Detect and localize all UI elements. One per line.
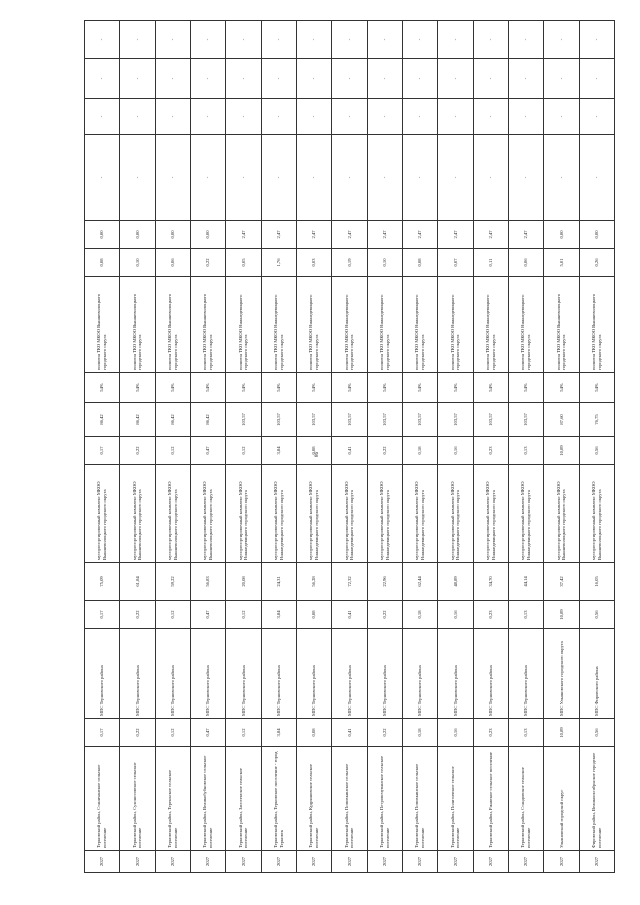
mass-cell: 0,22	[190, 249, 225, 277]
table-row	[579, 21, 614, 873]
percent-cell: 54%	[85, 373, 120, 403]
empty-cell: -	[296, 59, 331, 99]
table-row	[332, 21, 367, 873]
mass-cell: 0,12	[155, 601, 190, 629]
carrier-cell: МПС Терновского района	[508, 629, 543, 719]
mass-cell: 0,56	[579, 437, 614, 465]
table-body	[85, 21, 615, 873]
area-cell: Фировский район, Великооктябрьское городское поселение	[579, 747, 614, 851]
year-cell: 2027	[332, 851, 367, 873]
distance-cell: 22,96	[367, 563, 402, 601]
facility-cell: мусоросортировочный комплекс МКОО Нижнедевицкого городского округа	[226, 465, 261, 563]
carrier-cell: МПС Терновского района	[402, 629, 437, 719]
distance-cell: 103,57	[226, 403, 261, 437]
area-cell: Ульяновский городской округ	[544, 747, 579, 851]
page-number: 86	[315, 452, 320, 457]
area-cell: Терновский район, Тереньское сельское поселение	[155, 747, 190, 851]
area-cell: Терновский район, Петровочуванское сельское поселение	[367, 747, 402, 851]
mass-cell: 10,89	[544, 437, 579, 465]
distance-cell: 72,32	[332, 563, 367, 601]
area-cell: Терновский район, Станичанское сельское поселение	[85, 747, 120, 851]
landfill-cell: полигон ТКО МКОО Нижнедевицкого городского округа	[332, 277, 367, 373]
year-cell: 2027	[402, 851, 437, 873]
table-row	[544, 21, 579, 873]
landfill-cell: полигон ТКО МКОО Вышневолоцкого городского округа	[120, 277, 155, 373]
mass-cell: 5,01	[544, 249, 579, 277]
distance-cell: 75,09	[85, 563, 120, 601]
table-row	[402, 21, 437, 873]
carrier-cell: МПС Терновского района	[261, 629, 296, 719]
table-row	[473, 21, 508, 873]
empty-cell: -	[367, 59, 402, 99]
mass-cell: 0,17	[85, 719, 120, 747]
carrier-cell: МПС Терновского района	[438, 629, 473, 719]
mass-cell: 0,22	[367, 719, 402, 747]
facility-cell: мусоросортировочный комплекс МКОО Нижнедевицкого городского округа	[296, 465, 331, 563]
distance-cell: 103,57	[508, 403, 543, 437]
percent-cell: 54%	[226, 373, 261, 403]
empty-cell: -	[226, 135, 261, 221]
mass-cell: 0,12	[226, 437, 261, 465]
mass-cell: 0,16	[438, 437, 473, 465]
mass-cell: 1,76	[261, 249, 296, 277]
distance-cell: 0,00	[190, 221, 225, 249]
empty-cell: -	[85, 135, 120, 221]
area-cell: Терновский район, Сухоносовское сельское поселение	[120, 747, 155, 851]
mass-cell: 0,22	[120, 719, 155, 747]
empty-cell: -	[155, 99, 190, 135]
distance-cell: 103,57	[438, 403, 473, 437]
distance-cell: 2,47	[261, 221, 296, 249]
distance-cell: 2,47	[367, 221, 402, 249]
mass-cell: 0,12	[226, 719, 261, 747]
percent-cell: 54%	[296, 373, 331, 403]
distance-cell: 86,42	[120, 403, 155, 437]
year-cell: 2027	[261, 851, 296, 873]
rotated-table-container	[84, 25, 615, 873]
percent-cell: 54%	[579, 373, 614, 403]
carrier-cell: МПС Ульяновского городского округа	[544, 629, 579, 719]
table-row	[155, 21, 190, 873]
empty-cell: -	[438, 59, 473, 99]
carrier-cell: МПС Терновского района	[190, 629, 225, 719]
percent-cell: 54%	[120, 373, 155, 403]
empty-cell: -	[544, 99, 579, 135]
mass-cell: 0,12	[155, 437, 190, 465]
distance-cell: 0,00	[579, 221, 614, 249]
mass-cell: 0,08	[402, 249, 437, 277]
empty-cell: -	[402, 99, 437, 135]
area-cell: Терновский район, Ржавское сельское поселение	[473, 747, 508, 851]
empty-cell: -	[508, 135, 543, 221]
distance-cell: 2,47	[226, 221, 261, 249]
distance-cell: 0,00	[155, 221, 190, 249]
empty-cell: -	[332, 135, 367, 221]
empty-cell: -	[190, 135, 225, 221]
mass-cell: 0,12	[226, 601, 261, 629]
distance-cell: 0,00	[544, 221, 579, 249]
empty-cell: -	[296, 21, 331, 59]
mass-cell: 0,18	[402, 719, 437, 747]
empty-cell: -	[226, 21, 261, 59]
carrier-cell: МПС Терновского района	[120, 629, 155, 719]
percent-cell: 54%	[190, 373, 225, 403]
percent-cell: 54%	[261, 373, 296, 403]
distance-cell: 44,14	[508, 563, 543, 601]
distance-cell: 2,47	[438, 221, 473, 249]
distance-cell: 2,47	[508, 221, 543, 249]
year-cell: 2027	[85, 851, 120, 873]
facility-cell: мусоросортировочный комплекс МКОО Нижнедевицкого городского округа	[508, 465, 543, 563]
percent-cell: 54%	[367, 373, 402, 403]
mass-cell: 0,07	[438, 249, 473, 277]
percent-cell: 54%	[438, 373, 473, 403]
empty-cell: -	[473, 135, 508, 221]
mass-cell: 0,06	[508, 249, 543, 277]
empty-cell: -	[120, 135, 155, 221]
facility-cell: мусоросортировочный комплекс МКОО Вышневолоцкого городского округа	[190, 465, 225, 563]
empty-cell: -	[296, 99, 331, 135]
percent-cell: 54%	[332, 373, 367, 403]
empty-cell: -	[190, 99, 225, 135]
empty-cell: -	[473, 59, 508, 99]
distance-cell: 59,22	[155, 563, 190, 601]
facility-cell: мусоросортировочный комплекс МКОО Нижнедевицкого городского округа	[402, 465, 437, 563]
empty-cell: -	[438, 21, 473, 59]
facility-cell: мусоросортировочный комплекс МКОО Нижнедевицкого городского округа	[473, 465, 508, 563]
percent-cell: 54%	[473, 373, 508, 403]
area-cell: Терновский район, Политичское сельское поселение	[438, 747, 473, 851]
distance-cell: 103,57	[473, 403, 508, 437]
empty-cell: -	[473, 99, 508, 135]
empty-cell: -	[155, 59, 190, 99]
mass-cell: 0,08	[85, 249, 120, 277]
facility-cell: мусоросортировочный комплекс МКОО Вышневолоцкого городского округа	[85, 465, 120, 563]
empty-cell: -	[85, 99, 120, 135]
landfill-cell: полигон ТКО МКОО Нижнедевицкого городского округа	[473, 277, 508, 373]
year-cell: 2027	[544, 851, 579, 873]
area-cell: Терновский район, Поповкинское сельское поселение	[332, 747, 367, 851]
mass-cell: 0,56	[579, 601, 614, 629]
carrier-cell: МПС Терновского района	[296, 629, 331, 719]
percent-cell: 54%	[544, 373, 579, 403]
table-row	[508, 21, 543, 873]
empty-cell: -	[579, 135, 614, 221]
distance-cell: 103,57	[332, 403, 367, 437]
area-cell: Терновский район, Великобубновское сельское поселение	[190, 747, 225, 851]
mass-cell: 0,41	[332, 719, 367, 747]
empty-cell: -	[261, 135, 296, 221]
mass-cell: 0,16	[438, 601, 473, 629]
mass-cell: 0,22	[120, 437, 155, 465]
landfill-cell: полигон ТКО МКОО Нижнедевицкого городского округа	[261, 277, 296, 373]
distance-cell: 16,05	[579, 563, 614, 601]
mass-cell: 0,10	[120, 249, 155, 277]
empty-cell: -	[155, 135, 190, 221]
mass-cell: 0,47	[190, 437, 225, 465]
carrier-cell: МПС Терновского района	[155, 629, 190, 719]
distance-cell: 76,75	[579, 403, 614, 437]
area-cell: Терновский район, Поповкинское сельское поселение	[402, 747, 437, 851]
empty-cell: -	[332, 59, 367, 99]
distance-cell: 56,28	[296, 563, 331, 601]
carrier-cell: МПС Фировского района	[579, 629, 614, 719]
table-row	[438, 21, 473, 873]
mass-cell: 0,22	[367, 437, 402, 465]
mass-cell: 0,41	[332, 437, 367, 465]
percent-cell: 54%	[402, 373, 437, 403]
distance-cell: 0,00	[120, 221, 155, 249]
area-cell: Терновский район, Терновское поселение - город Терновск	[261, 747, 296, 851]
distance-cell: 20,08	[226, 563, 261, 601]
distance-cell: 86,42	[155, 403, 190, 437]
distance-cell: 48,89	[438, 563, 473, 601]
empty-cell: -	[332, 99, 367, 135]
landfill-cell: полигон ТКО МКОО Нижнедевицкого городского округа	[508, 277, 543, 373]
empty-cell: -	[226, 59, 261, 99]
mass-cell: 0,22	[367, 601, 402, 629]
mass-cell: 0,11	[473, 249, 508, 277]
mass-cell: 0,16	[438, 719, 473, 747]
mass-cell: 0,19	[332, 249, 367, 277]
percent-cell: 54%	[508, 373, 543, 403]
distance-cell: 87,60	[544, 403, 579, 437]
year-cell: 2027	[190, 851, 225, 873]
landfill-cell: полигон ТКО МКОО Нижнедевицкого городского округа	[367, 277, 402, 373]
year-cell: 2027	[296, 851, 331, 873]
empty-cell: -	[438, 135, 473, 221]
mass-cell: 0,47	[190, 719, 225, 747]
mass-cell: 0,13	[508, 601, 543, 629]
empty-cell: -	[261, 21, 296, 59]
empty-cell: -	[402, 21, 437, 59]
carrier-cell: МПС Терновского района	[332, 629, 367, 719]
empty-cell: -	[261, 59, 296, 99]
facility-cell: мусоросортировочный комплекс МКОО Нижнедевицкого городского округа	[332, 465, 367, 563]
mass-cell: 0,47	[190, 601, 225, 629]
landfill-cell: полигон ТКО МКОО Вышневолоцкого городского округа	[155, 277, 190, 373]
year-cell: 2027	[438, 851, 473, 873]
facility-cell: мусоросортировочный комплекс МКОО Вышневолоцкого городского округа	[155, 465, 190, 563]
empty-cell: -	[402, 135, 437, 221]
distance-cell: 37,42	[544, 563, 579, 601]
mass-cell: 0,13	[508, 437, 543, 465]
distance-cell: 2,47	[473, 221, 508, 249]
distance-cell: 103,57	[367, 403, 402, 437]
empty-cell: -	[367, 21, 402, 59]
mass-cell: 3,84	[261, 601, 296, 629]
facility-cell: мусоросортировочный комплекс МКОО Нижнедевицкого городского округа	[438, 465, 473, 563]
mass-cell: 0,41	[332, 601, 367, 629]
mass-cell: 0,17	[85, 601, 120, 629]
distance-cell: 103,57	[402, 403, 437, 437]
empty-cell: -	[579, 21, 614, 59]
mass-cell: 3,84	[261, 719, 296, 747]
empty-cell: -	[544, 21, 579, 59]
mass-cell: 0,56	[579, 719, 614, 747]
empty-cell: -	[190, 59, 225, 99]
carrier-cell: МПС Терновского района	[473, 629, 508, 719]
landfill-cell: полигон ТКО МКОО Вышневолоцкого городского округа	[190, 277, 225, 373]
year-cell: 2027	[508, 851, 543, 873]
empty-cell: -	[579, 99, 614, 135]
mass-cell: 0,03	[296, 249, 331, 277]
distance-cell: 86,42	[190, 403, 225, 437]
mass-cell: 10,89	[544, 719, 579, 747]
empty-cell: -	[367, 99, 402, 135]
landfill-cell: полигон ТКО МКОО Вышневолоцкого городского округа	[544, 277, 579, 373]
empty-cell: -	[120, 21, 155, 59]
landfill-cell: полигон ТКО МКОО Нижнедевицкого городского округа	[402, 277, 437, 373]
empty-cell: -	[332, 21, 367, 59]
mass-cell: 3,84	[261, 437, 296, 465]
mass-cell: 10,89	[544, 601, 579, 629]
year-cell: 2027	[226, 851, 261, 873]
mass-cell: 0,10	[367, 249, 402, 277]
distance-cell: 103,57	[261, 403, 296, 437]
mass-cell: 0,23	[473, 719, 508, 747]
distance-cell: 34,70	[473, 563, 508, 601]
empty-cell: -	[155, 21, 190, 59]
mass-cell: 0,18	[402, 601, 437, 629]
mass-cell: 0,06	[155, 249, 190, 277]
empty-cell: -	[438, 99, 473, 135]
empty-cell: -	[190, 21, 225, 59]
carrier-cell: МПС Терновского района	[85, 629, 120, 719]
empty-cell: -	[120, 59, 155, 99]
mass-cell: 0,08	[296, 437, 331, 465]
distance-cell: 86,42	[85, 403, 120, 437]
empty-cell: -	[508, 21, 543, 59]
empty-cell: -	[544, 59, 579, 99]
landfill-cell: полигон ТКО МКОО Вышневолоцкого городского округа	[579, 277, 614, 373]
mass-cell: 0,08	[296, 719, 331, 747]
mass-cell: 0,23	[473, 437, 508, 465]
landfill-cell: полигон ТКО МКОО Нижнедевицкого городского округа	[226, 277, 261, 373]
landfill-cell: полигон ТКО МКОО Нижнедевицкого городского округа	[438, 277, 473, 373]
distance-cell: 56,83	[190, 563, 225, 601]
facility-cell: мусоросортировочный комплекс МКОО Нижнедевицкого городского округа	[261, 465, 296, 563]
table-row	[261, 21, 296, 873]
table-row	[120, 21, 155, 873]
empty-cell: -	[85, 21, 120, 59]
landfill-cell: полигон ТКО МКОО Вышневолоцкого городского округа	[85, 277, 120, 373]
distance-cell: 62,44	[402, 563, 437, 601]
mass-cell: 0,08	[296, 601, 331, 629]
distance-cell: 103,57	[296, 403, 331, 437]
facility-cell: мусоросортировочный комплекс МКОО Вышневолоцкого городского округа	[120, 465, 155, 563]
facility-cell: мусоросортировочный комплекс МКОО Нижнедевицкого городского округа	[367, 465, 402, 563]
mass-cell: 0,13	[508, 719, 543, 747]
carrier-cell: МПС Терновского района	[367, 629, 402, 719]
mass-cell: 0,22	[120, 601, 155, 629]
distance-cell: 2,47	[296, 221, 331, 249]
year-cell: 2027	[155, 851, 190, 873]
empty-cell: -	[261, 99, 296, 135]
empty-cell: -	[508, 59, 543, 99]
empty-cell: -	[402, 59, 437, 99]
facility-cell: мусоросортировочный комплекс МКОО Вышневолоцкого городского округа	[544, 465, 579, 563]
waste-flow-table	[84, 20, 615, 873]
carrier-cell: МПС Терновского района	[226, 629, 261, 719]
distance-cell: 61,84	[120, 563, 155, 601]
mass-cell: 0,18	[402, 437, 437, 465]
empty-cell: -	[579, 59, 614, 99]
empty-cell: -	[226, 99, 261, 135]
year-cell: 2027	[473, 851, 508, 873]
mass-cell: 0,26	[579, 249, 614, 277]
table-row	[367, 21, 402, 873]
empty-cell: -	[296, 135, 331, 221]
table-row	[85, 21, 120, 873]
facility-cell: мусоросортировочный комплекс МКОО Вышневолоцкого городского округа	[579, 465, 614, 563]
area-cell: Терновский район, Кудряшовское сельское поселение	[296, 747, 331, 851]
empty-cell: -	[85, 59, 120, 99]
distance-cell: 0,00	[85, 221, 120, 249]
empty-cell: -	[367, 135, 402, 221]
year-cell: 2027	[120, 851, 155, 873]
distance-cell: 2,47	[332, 221, 367, 249]
percent-cell: 54%	[155, 373, 190, 403]
mass-cell: 0,23	[473, 601, 508, 629]
area-cell: Терновский район, Засосенское сельское поселение	[226, 747, 261, 851]
empty-cell: -	[473, 21, 508, 59]
empty-cell: -	[544, 135, 579, 221]
year-cell: 2027	[579, 851, 614, 873]
mass-cell: 0,12	[155, 719, 190, 747]
empty-cell: -	[120, 99, 155, 135]
landfill-cell: полигон ТКО МКОО Нижнедевицкого городского округа	[296, 277, 331, 373]
empty-cell: -	[508, 99, 543, 135]
mass-cell: 0,05	[226, 249, 261, 277]
distance-cell: 24,31	[261, 563, 296, 601]
year-cell: 2027	[367, 851, 402, 873]
table-row	[296, 21, 331, 873]
table-row	[190, 21, 225, 873]
distance-cell: 2,47	[402, 221, 437, 249]
table-row	[226, 21, 261, 873]
area-cell: Терновский район, Стандовское сельское поселение	[508, 747, 543, 851]
mass-cell: 0,17	[85, 437, 120, 465]
